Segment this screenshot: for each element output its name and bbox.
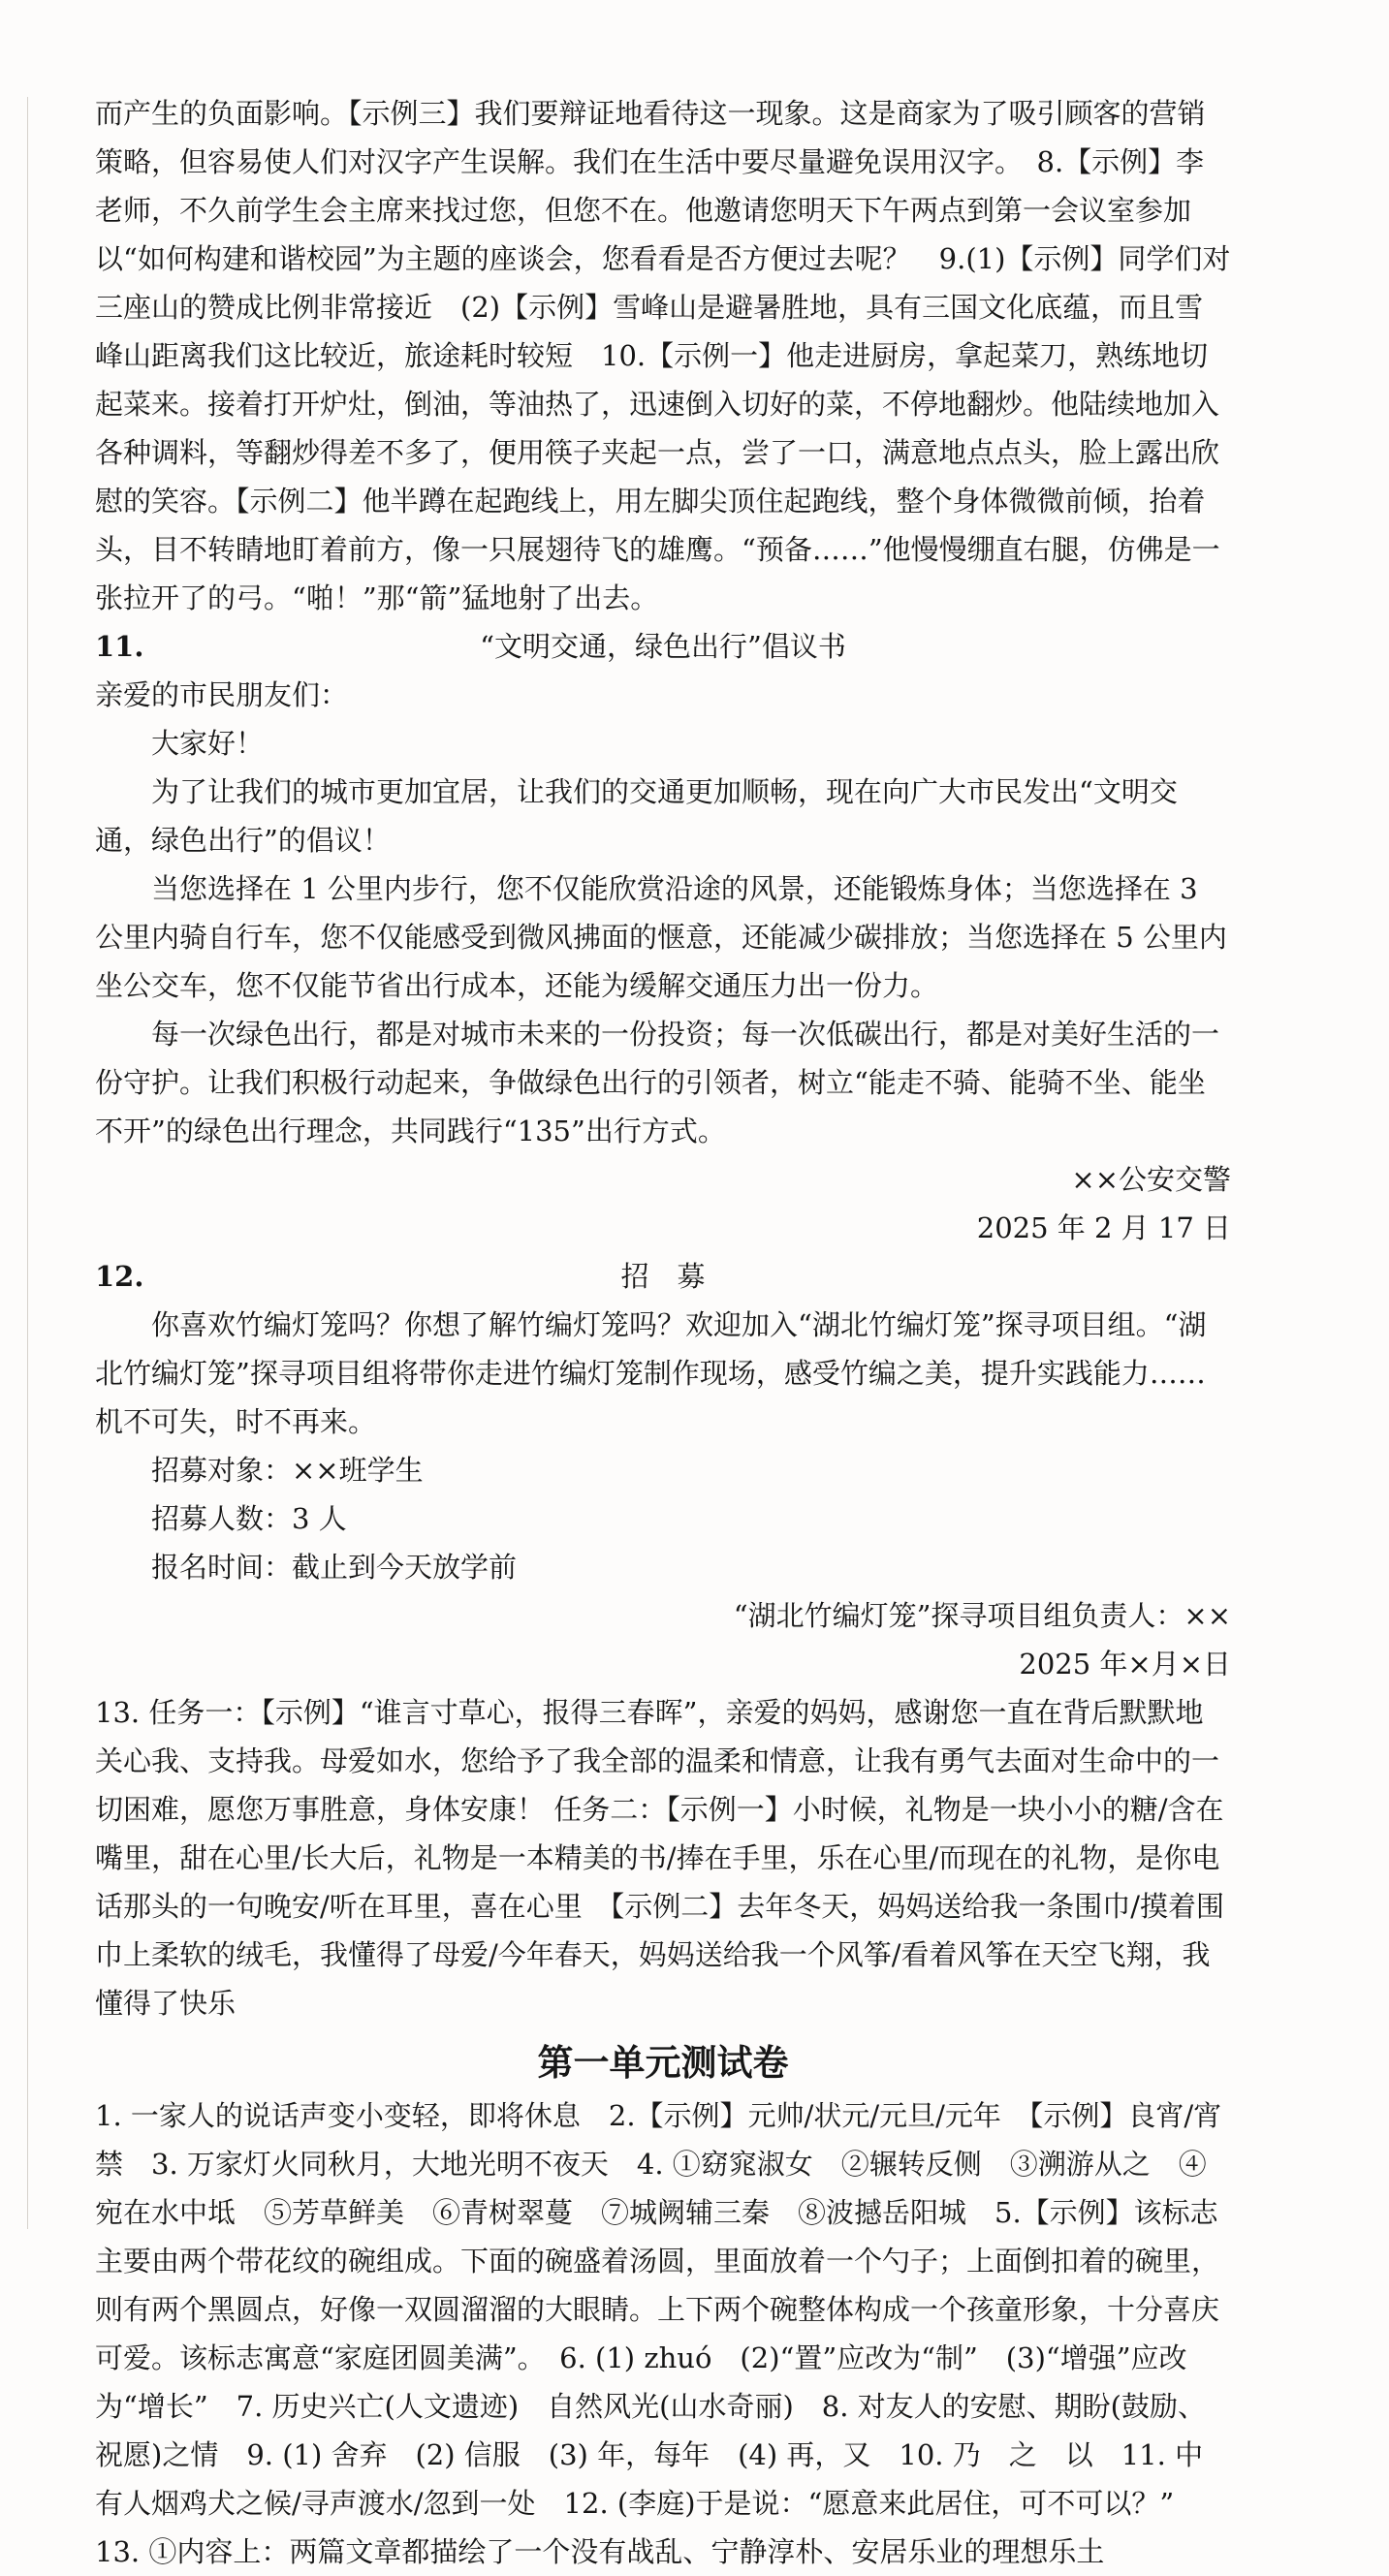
q11-signer: ××公安交警 [1071, 1163, 1231, 1196]
q12-count: 招募人数：3 人 [151, 1502, 347, 1535]
q13-answer: 13. 任务一：【示例】“谁言寸草心，报得三春晖”，亲爱的妈妈，感谢您一直在背后默默地关心我、支持我。母爱如水，您给予了我全部的温柔和情意，让我有勇气去面对生命中的一切困难，愿您万事胜意，身体安康！ 任务二：【示例一】小时候，礼物是一块小小的糖/含在嘴里，甜在心里/长大后，礼物是一本精美的书/捧在手里，乐在心里/而现在的礼物，是你电话那头的一句晚安/听在耳里，喜在心里 【示例二】去年冬天，妈妈送给我一条围巾/摸着围巾上柔软的绒毛，我懂得了母爱/今年春天，妈妈送给我一个风筝/看着风筝在天空飞翔，我懂得了快乐 [95, 1696, 1225, 2020]
q11-number: 11. [95, 630, 144, 663]
q12-target: 招募对象：××班学生 [151, 1454, 424, 1487]
q12-paragraph-1: 你喜欢竹编灯笼吗？你想了解竹编灯笼吗？欢迎加入“湖北竹编灯笼”探寻项目组。“湖北竹编灯笼”探寻项目组将带你走进竹编灯笼制作现场，感受竹编之美，提升实践能力……机不可失，时不再来。 [95, 1308, 1207, 1438]
q12-title-line [95, 1252, 1231, 1301]
unit-test-heading: 第一单元测试卷 [537, 2041, 789, 2084]
q11-greeting: 大家好！ [151, 727, 265, 760]
q11-date: 2025 年 2 月 17 日 [976, 1211, 1231, 1244]
q11-paragraph-3: 每一次绿色出行，都是对城市未来的一份投资；每一次低碳出行，都是对美好生活的一份守护。让我们积极行动起来，争做绿色出行的引领者，树立“能走不骑、能骑不坐、能坐不开”的绿色出行理念，共同践行“135”出行方式。 [95, 1018, 1220, 1147]
q12-date: 2025 年×月×日 [1019, 1648, 1231, 1681]
q12-number: 12. [95, 1260, 144, 1293]
q12-title: 招 募 [620, 1260, 706, 1293]
answer-page [95, 89, 1231, 2576]
q12-signer: “湖北竹编灯笼”探寻项目组负责人：×× [733, 1599, 1231, 1632]
scan-edge-line [27, 97, 28, 2229]
q11-title: “文明交通，绿色出行”倡议书 [480, 630, 846, 663]
q12-time: 报名时间：截止到今天放学前 [151, 1551, 518, 1584]
unit-test-answers: 1. 一家人的说话声变小变轻，即将休息 2.【示例】元帅/状元/元旦/元年 【示例】良宵/宵禁 3. 万家灯火同秋月，大地光明不夜天 4. ①窈窕淑女 ②辗转反侧 ③溯游从之 ④宛在水中坻 ⑤芳草鲜美 ⑥青树翠蔓 ⑦城阙辅三秦 ⑧波撼岳阳城 5.【示例】该标志主要由两个带花纹的碗组成。下面的碗盛着汤圆，里面放着一个勺子；上面倒扣着的碗里，则有两个黑圆点，好像一双圆溜溜的大眼睛。上下两个碗整体构成一个孩童形象，十分喜庆可爱。该标志寓意“家庭团圆美满”。 6. (1) zhuó (2)“置”应改为“制” (3)“增强”应改为“增长” 7. 历史兴亡(人文遗迹) 自然风光(山水奇丽) 8. 对友人的安慰、期盼(鼓励、祝愿)之情 9. (1) 舍弃 (2) 信服 (3) 年，每年 (4) 再，又 10. 乃 之 以 11. 中有人烟鸡犬之候/寻声渡水/忽到一处 12. (李庭)于是说：“愿意来此居住，可不可以？” 13. ①内容上：两篇文章都描绘了一个没有战乱、宁静淳朴、安居乐业的理想乐土 [95, 2099, 1222, 2568]
q11-paragraph-2: 当您选择在 1 公里内步行，您不仅能欣赏沿途的风景，还能锻炼身体；当您选择在 3 公里内骑自行车，您不仅能感受到微风拂面的惬意，还能减少碳排放；当您选择在 5 公里内坐公交车，您不仅能节省出行成本，还能为缓解交通压力出一份力。 [95, 872, 1227, 1002]
q11-paragraph-1: 为了让我们的城市更加宜居，让我们的交通更加顺畅，现在向广大市民发出“文明交通，绿色出行”的倡议！ [95, 775, 1178, 857]
answers-8-to-10: 而产生的负面影响。【示例三】我们要辩证地看待这一现象。这是商家为了吸引顾客的营销策略，但容易使人们对汉字产生误解。我们在生活中要尽量避免误用汉字。 8.【示例】李老师，不久前学生会主席来找过您，但您不在。他邀请您明天下午两点到第一会议室参加以“如何构建和谐校园”为主题的座谈会，您看看是否方便过去呢？ 9.(1)【示例】同学们对三座山的赞成比例非常接近 (2)【示例】雪峰山是避暑胜地，具有三国文化底蕴，而且雪峰山距离我们这比较近，旅途耗时较短 10.【示例一】他走进厨房，拿起菜刀，熟练地切起菜来。接着打开炉灶，倒油，等油热了，迅速倒入切好的菜，不停地翻炒。他陆续地加入各种调料，等翻炒得差不多了，便用筷子夹起一点，尝了一口，满意地点点头，脸上露出欣慰的笑容。【示例二】他半蹲在起跑线上，用左脚尖顶住起跑线，整个身体微微前倾，抬着头，目不转睛地盯着前方，像一只展翅待飞的雄鹰。“预备……”他慢慢绷直右腿，仿佛是一张拉开了的弓。“啪！”那“箭”猛地射了出去。 [95, 97, 1231, 614]
q11-salutation: 亲爱的市民朋友们： [95, 678, 349, 711]
q11-title-line [95, 622, 1231, 671]
